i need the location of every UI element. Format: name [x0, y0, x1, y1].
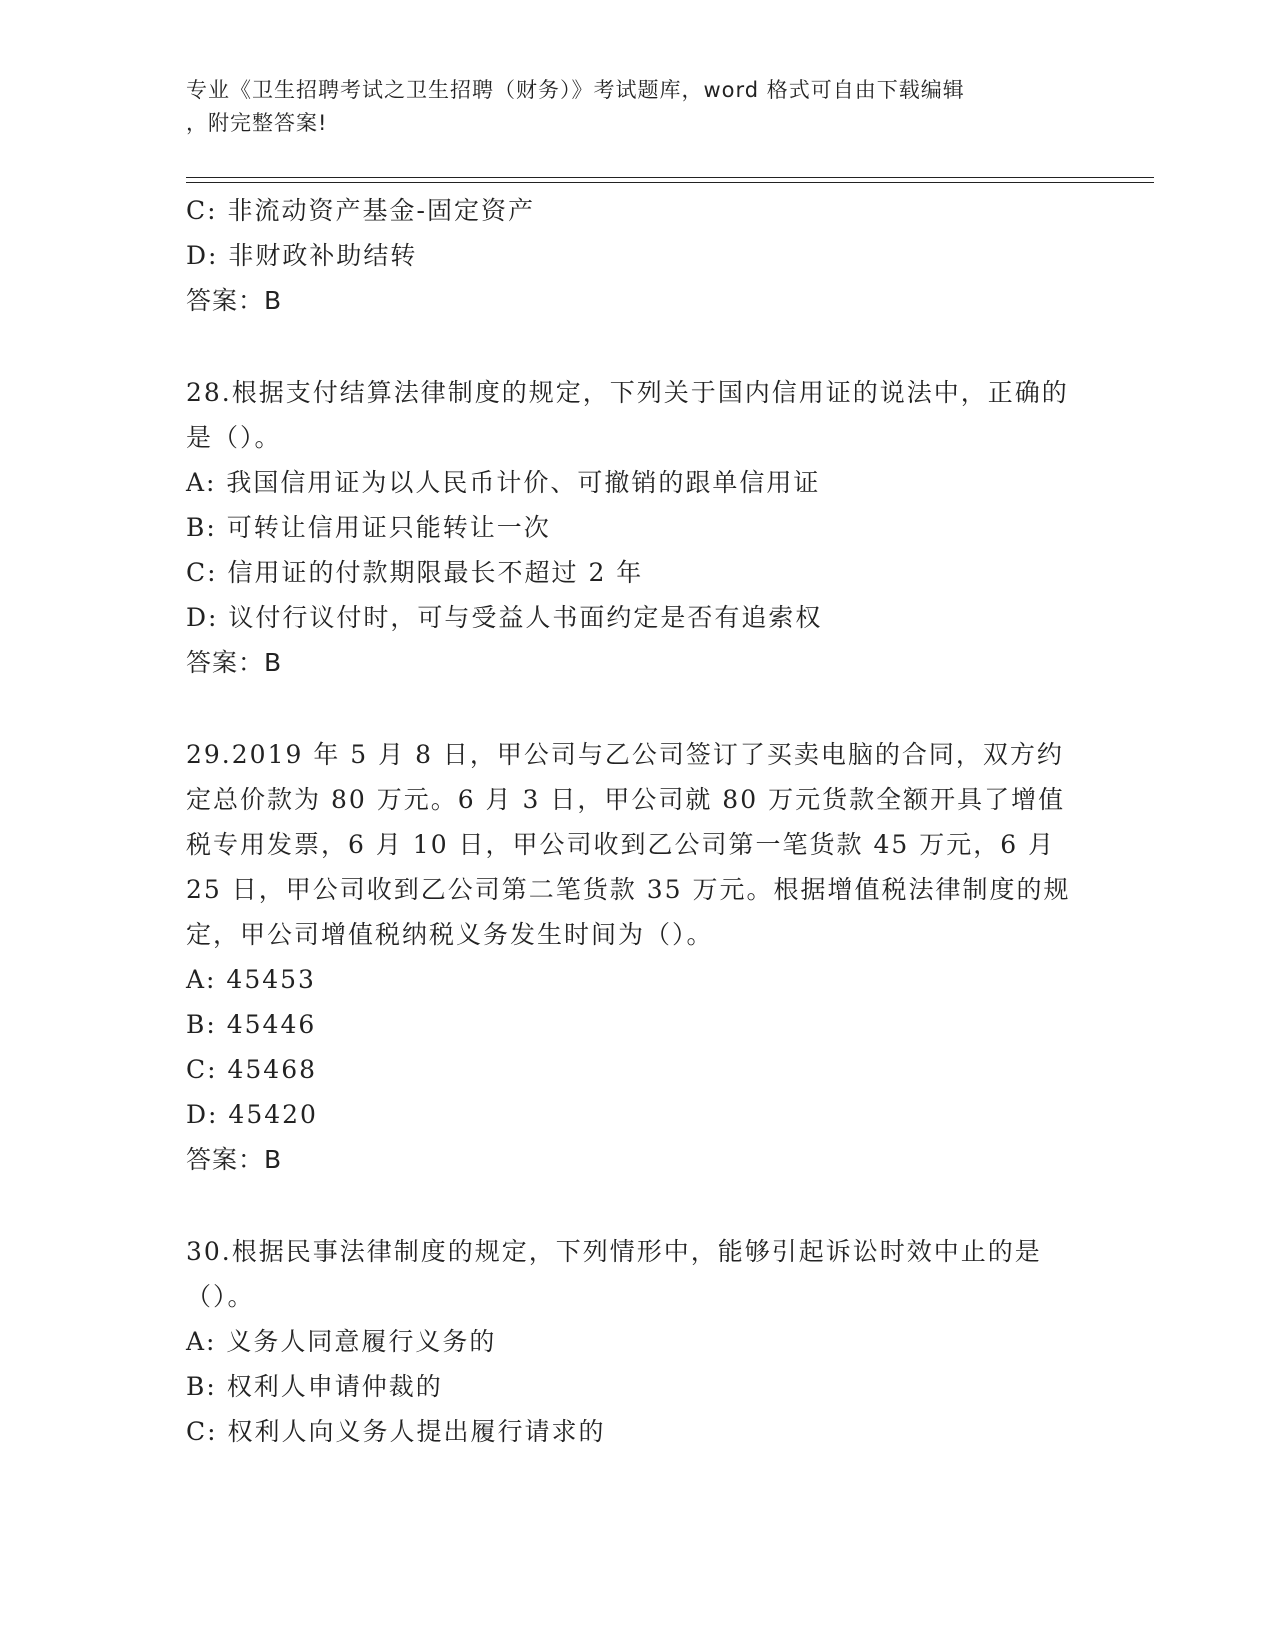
option-d: D: 非财政补助结转 [186, 241, 418, 270]
header-rule-bottom [186, 182, 1154, 183]
header-line-1: 专业《卫生招聘考试之卫生招聘（财务）》考试题库，word 格式可自由下载编辑 [186, 78, 965, 102]
document-body [186, 188, 1076, 1454]
question-27-tail [186, 188, 1076, 324]
option-a: A: 我国信用证为以人民币计价、可撤销的跟单信用证 [186, 468, 821, 497]
answer: 答案：B [186, 1145, 283, 1174]
option-b: B: 可转让信用证只能转让一次 [186, 513, 551, 542]
question-29 [186, 732, 1076, 1183]
header-rule-top [186, 177, 1154, 178]
header-line-2: ，附完整答案! [186, 111, 328, 135]
question-28 [186, 370, 1076, 686]
option-b: B: 权利人申请仲裁的 [186, 1372, 443, 1401]
question-30 [186, 1229, 1076, 1454]
option-c: C: 45468 [186, 1055, 318, 1084]
option-c: C: 非流动资产基金-固定资产 [186, 196, 535, 225]
option-a: A: 义务人同意履行义务的 [186, 1327, 497, 1356]
option-d: D: 议付行议付时，可与受益人书面约定是否有追索权 [186, 603, 823, 632]
option-c: C: 信用证的付款期限最长不超过 2 年 [186, 558, 644, 587]
document-header [186, 74, 1066, 140]
question-text: 28.根据支付结算法律制度的规定，下列关于国内信用证的说法中，正确的是（）。 [186, 378, 1069, 452]
option-c: C: 权利人向义务人提出履行请求的 [186, 1417, 606, 1446]
question-text: 30.根据民事法律制度的规定，下列情形中，能够引起诉讼时效中止的是（）。 [186, 1237, 1042, 1311]
question-text: 29.2019 年 5 月 8 日，甲公司与乙公司签订了买卖电脑的合同，双方约定总价款为 80 万元。6 月 3 日，甲公司就 80 万元货款全额开具了增值税专用发票，6 月 10 日，甲公司收到乙公司第一笔货款 45 万元，6 月 25 日，甲公司收到乙公司第二笔货款 35 万元。根据增值税法律制度的规定，甲公司增值税纳税义务发生时间为（）。 [186, 740, 1071, 949]
answer: 答案：B [186, 648, 283, 677]
answer: 答案：B [186, 286, 283, 315]
option-d: D: 45420 [186, 1100, 318, 1129]
option-b: B: 45446 [186, 1010, 317, 1039]
option-a: A: 45453 [186, 965, 316, 994]
